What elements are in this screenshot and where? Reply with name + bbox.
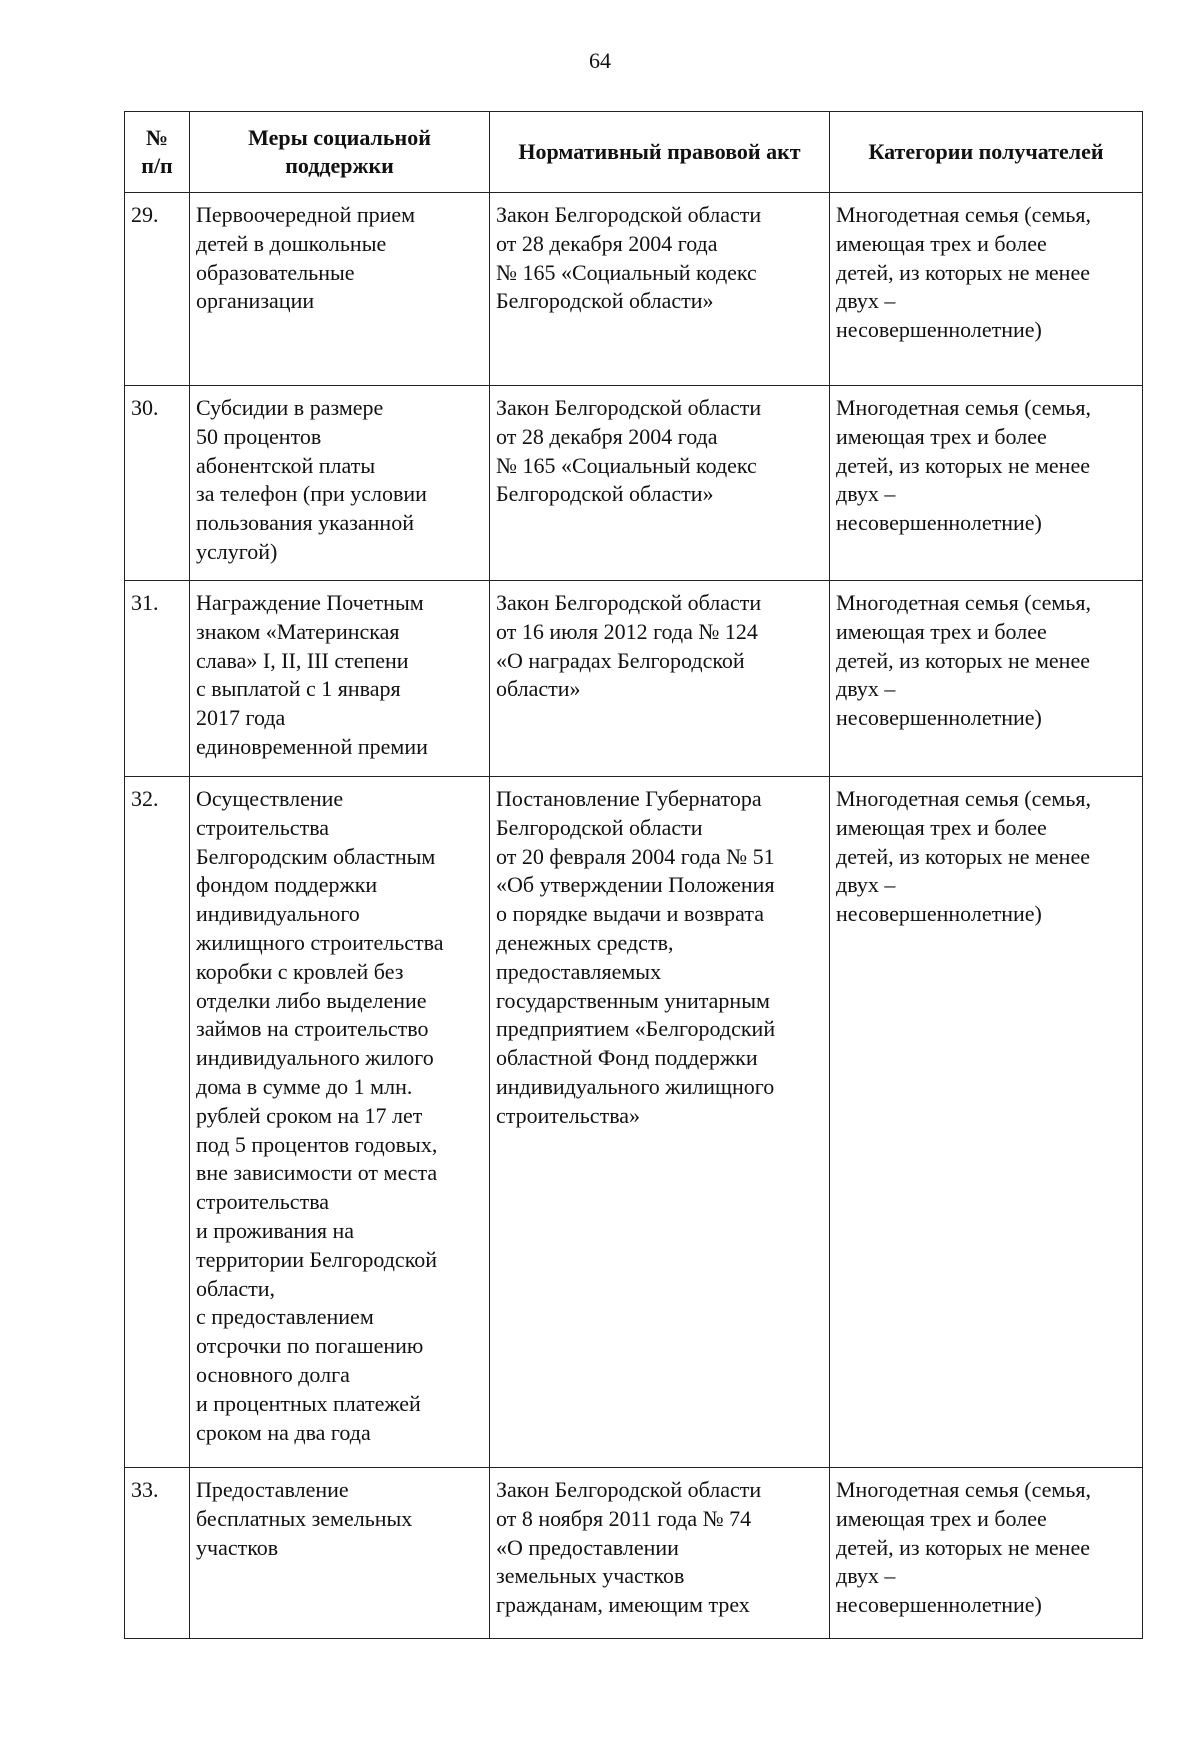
social-support-table — [124, 111, 1143, 1639]
row-act: Закон Белгородской области от 8 ноября 2011 года № 74 «О предоставлении земельных участков гражданам, имеющим трех — [490, 1468, 830, 1639]
row-category: Многодетная семья (семья, имеющая трех и более детей, из которых не менее двух – несовершеннолетние) — [830, 193, 1143, 386]
row-measure: Награждение Почетным знаком «Материнская слава» I, II, III степени с выплатой с 1 января 2017 года единовременной премии — [190, 581, 490, 777]
row-act: Закон Белгородской области от 16 июля 2012 года № 124 «О наградах Белгородской области» — [490, 581, 830, 777]
row-number: 30. — [125, 386, 190, 581]
row-measure: Осуществление строительства Белгородским областным фондом поддержки индивидуального жилищного строительства коробки с кровлей без отделки либо выделение займов на строительство индивидуального жилого дома в сумме до 1 млн. рублей сроком на 17 лет под 5 процентов годовых, вне зависимости от места строительства и проживания на территории Белгородской области, с предоставлением отсрочки по погашению основного долга и процентных платежей сроком на два года — [190, 777, 490, 1468]
row-number: 29. — [125, 193, 190, 386]
table-row — [125, 777, 1143, 1468]
table-row — [125, 386, 1143, 581]
row-act: Закон Белгородской области от 28 декабря 2004 года № 165 «Социальный кодекс Белгородской области» — [490, 386, 830, 581]
row-measure: Первоочередной прием детей в дошкольные образовательные организации — [190, 193, 490, 386]
row-act: Постановление Губернатора Белгородской области от 20 февраля 2004 года № 51 «Об утверждении Положения о порядке выдачи и возврата денежных средств, предоставляемых государственным унитарным предприятием «Белгородский областной Фонд поддержки индивидуального жилищного строительства» — [490, 777, 830, 1468]
row-act: Закон Белгородской области от 28 декабря 2004 года № 165 «Социальный кодекс Белгородской области» — [490, 193, 830, 386]
row-measure: Предоставление бесплатных земельных участков — [190, 1468, 490, 1639]
table-row — [125, 193, 1143, 386]
table-header-row — [125, 112, 1143, 193]
row-measure: Субсидии в размере 50 процентов абонентской платы за телефон (при условии пользования указанной услугой) — [190, 386, 490, 581]
header-categories: Категории получателей — [830, 112, 1143, 193]
row-category: Многодетная семья (семья, имеющая трех и более детей, из которых не менее двух – несовершеннолетние) — [830, 777, 1143, 1468]
row-number: 32. — [125, 777, 190, 1468]
header-measures: Меры социальной поддержки — [190, 112, 490, 193]
page-number: 64 — [589, 48, 611, 73]
row-category: Многодетная семья (семья, имеющая трех и более детей, из которых не менее двух – несовершеннолетние) — [830, 1468, 1143, 1639]
row-category: Многодетная семья (семья, имеющая трех и более детей, из которых не менее двух – несовершеннолетние) — [830, 581, 1143, 777]
table-row — [125, 581, 1143, 777]
header-act: Нормативный правовой акт — [490, 112, 830, 193]
row-number: 33. — [125, 1468, 190, 1639]
row-category: Многодетная семья (семья, имеющая трех и более детей, из которых не менее двух – несовершеннолетние) — [830, 386, 1143, 581]
row-number: 31. — [125, 581, 190, 777]
header-num: № п/п — [125, 112, 190, 193]
table-row — [125, 1468, 1143, 1639]
